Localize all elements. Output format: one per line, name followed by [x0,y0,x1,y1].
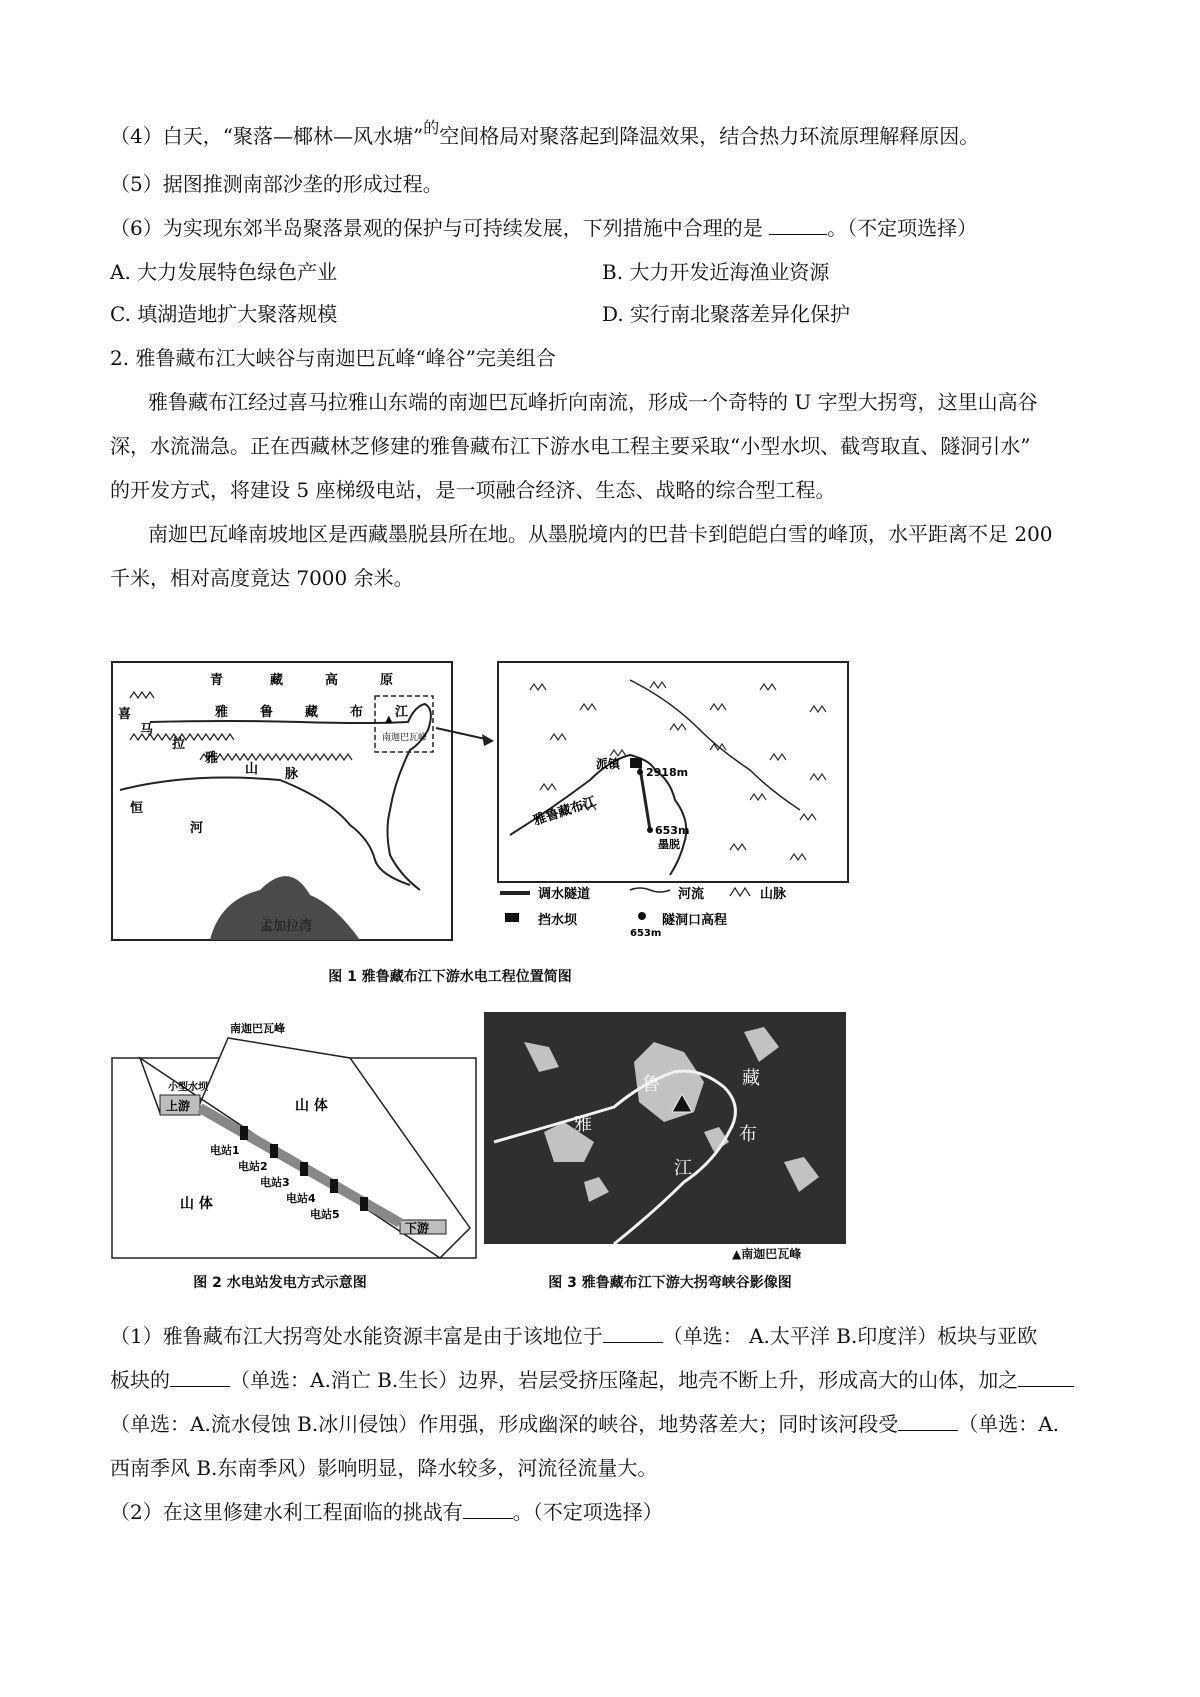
river-char: 藏 [305,705,319,720]
plateau-char: 藏 [270,673,284,688]
legend-mountain: 山脉 [760,887,787,902]
fig3-river-char: 鲁 [642,1074,660,1095]
question-4: （4）白天，“聚落—椰林—风水塘”$^的$空间格局对聚落起到降温效果，结合热力环流原理解释原因。 [110,118,980,148]
fig2-peak: 南迦巴瓦峰 [230,1022,285,1035]
plateau-char: 原 [380,673,394,688]
fig2-dam: 小型水坝 [168,1082,208,1093]
legend-dam: 挡水坝 [538,913,578,928]
portal-1 [637,769,643,775]
station-label: 电站3 [260,1176,290,1189]
answer-blank[interactable] [170,1366,230,1387]
figure-1 [110,660,870,960]
legend-portal: 隧洞口高程 [662,913,728,928]
himalaya-char: 脉 [285,767,299,782]
fig2-downstream: 下游 [405,1221,430,1235]
section-title: 2. 雅鲁藏布江大峡谷与南迦巴瓦峰“峰谷”完美组合 [110,346,556,370]
answer-blank[interactable] [769,214,827,235]
question-1-line4: 西南季风 B.东南季风）影响明显，降水较多，河流径流量大。 [110,1456,658,1480]
figure-3-caption: 图 3 雅鲁藏布江下游大拐弯峡谷影像图 [548,1275,792,1291]
dam-marker [630,758,642,768]
elevation-label: 2918m [646,766,689,779]
paragraph-line: 南迦巴瓦峰南坡地区是西藏墨脱县所在地。从墨脱境内的巴昔卡到皑皑白雪的峰顶，水平距离不足 200 [148,522,1053,546]
legend-river: 河流 [678,887,705,902]
fig2-mountain: 山 体 [295,1098,328,1114]
question-1-line1: （1）雅鲁藏布江大拐弯处水能资源丰富是由于该地位于 （单选： A.太平洋 B.印度洋）板块与亚欧 [110,1324,1038,1348]
fig2-upstream: 上游 [166,1099,191,1113]
option-c: C. 填湖造地扩大聚落规模 [110,302,338,326]
fig3-river-char: 江 [674,1158,692,1179]
answer-blank[interactable] [898,1410,958,1431]
question-1-line3: （单选：A.流水侵蚀 B.冰川侵蚀）作用强，形成幽深的峡谷，地势落差大；同时该河段受 （单选：A. [110,1412,1060,1436]
elevation-label: 653m [655,824,690,837]
town-label: 派镇 [596,757,621,771]
fig3-river-char: 布 [739,1124,757,1145]
figure-3 [484,1012,846,1260]
answer-blank[interactable] [1018,1366,1074,1387]
option-d: D. 实行南北聚落差异化保护 [602,302,851,326]
himalaya-char: 山 [245,762,259,777]
question-1-line2: 板块的 （单选：A.消亡 B.生长）边界，岩层受挤压隆起，地壳不断上升，形成高大的山体，加之 [110,1366,1074,1394]
river-char: 雅 [215,705,229,720]
station-label: 电站2 [238,1160,268,1173]
paragraph-line: 深，水流湍急。正在西藏林芝修建的雅鲁藏布江下游水电工程主要采取“小型水坝、截弯取直、隧洞引水” [110,434,1031,458]
option-b: B. 大力开发近海渔业资源 [602,260,830,284]
peak-triangle: ▲ [385,714,393,725]
question-2: （2）在这里修建水利工程面临的挑战有 。（不定项选择） [110,1500,663,1524]
peak-label: 南迦巴瓦峰 [382,733,428,743]
question-6: （6）为实现东郊半岛聚落景观的保护与可持续发展，下列措施中合理的是 。（不定项选择） [110,216,978,240]
plateau-char: 高 [325,673,339,688]
himalaya-char: 拉 [172,737,186,752]
legend-portal-swatch [638,912,646,920]
legend-mountain-swatch [730,888,750,896]
river-char: 江 [395,705,409,720]
paragraph-line: 千米，相对高度竟达 7000 余米。 [110,566,414,590]
paragraph-line: 的开发方式，将建设 5 座梯级电站，是一项融合经济、生态、战略的综合型工程。 [110,478,836,502]
question-5: （5）据图推测南部沙垄的形成过程。 [110,172,443,196]
portal-2 [647,827,653,833]
himalaya-char: 喜 [118,707,132,722]
station-label: 电站1 [210,1144,240,1157]
option-a: A. 大力发展特色绿色产业 [110,260,338,284]
fig3-legend: ▲南迦巴瓦峰 [732,1247,802,1260]
himalaya-char: 马 [140,723,154,738]
answer-blank[interactable] [603,1322,663,1343]
fig2-mountain: 山 体 [180,1196,213,1212]
river-char: 布 [350,705,364,720]
answer-blank[interactable] [463,1498,513,1519]
plateau-char: 青 [210,673,224,688]
legend-elev-sample: 653m [630,928,662,939]
legend-tunnel: 调水隧道 [538,887,591,902]
figure-2-caption: 图 2 水电站发电方式示意图 [193,1275,367,1291]
medog-label: 墨脱 [658,838,680,851]
arrow-head [482,734,494,746]
fig3-river-char: 雅 [574,1114,592,1135]
station-label: 电站5 [310,1208,340,1221]
himalaya-char: 雅 [205,751,219,766]
station-label: 电站4 [286,1192,316,1205]
bay-label: 孟加拉湾 [260,919,313,934]
figure-1-caption: 图 1 雅鲁藏布江下游水电工程位置简图 [328,969,572,985]
paragraph-line: 雅鲁藏布江经过喜马拉雅山东端的南迦巴瓦峰折向南流，形成一个奇特的 U 字型大拐弯，这里山高谷 [148,390,1038,414]
river-label: 雅鲁藏布江 [531,794,599,829]
ganges-char: 河 [190,821,204,836]
figure-2 [110,1018,480,1260]
legend-river-swatch [630,888,670,892]
ganges-char: 恒 [130,801,144,816]
legend-dam-swatch [505,913,519,922]
fig3-river-char: 藏 [742,1068,760,1089]
river-char: 鲁 [260,705,274,720]
